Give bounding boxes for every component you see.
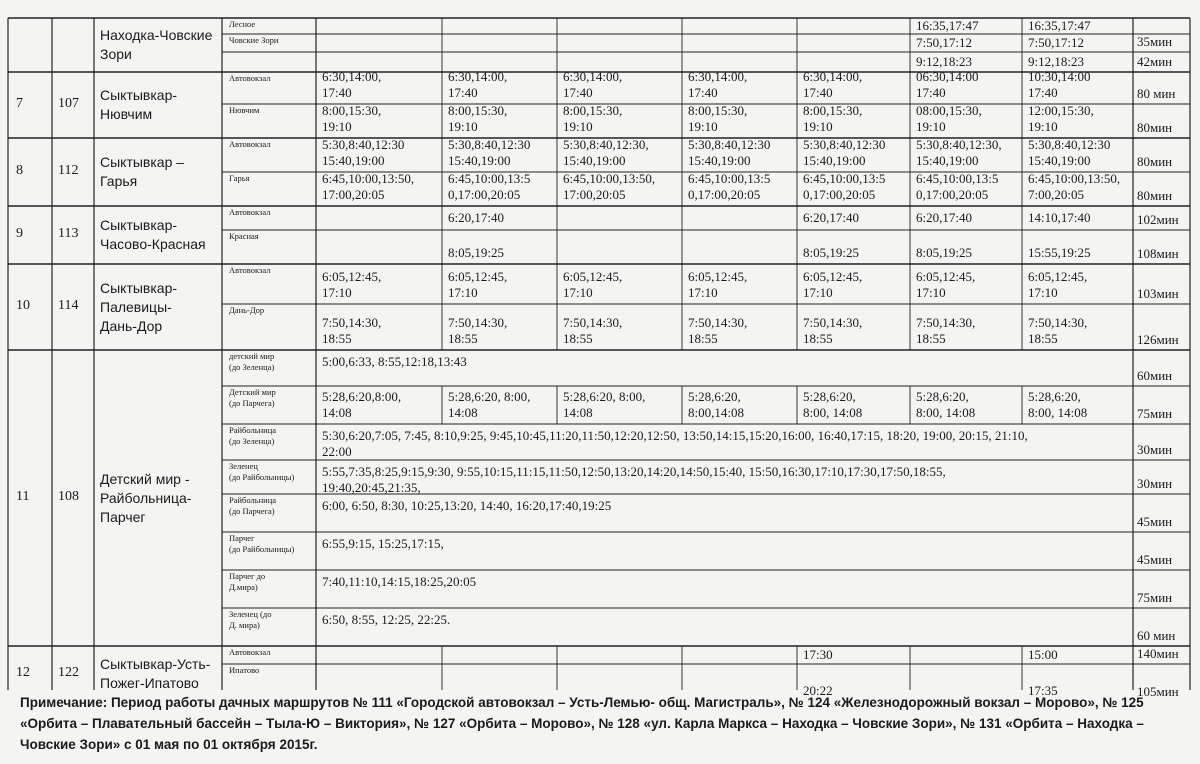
schedule-cell: 6:05,12:45, 17:10 bbox=[563, 269, 623, 300]
schedule-cell: 6:45,10:00,13:50, 17:00,20:05 bbox=[322, 171, 415, 202]
route-index: 7 bbox=[16, 96, 23, 111]
stop-label: Райбольница (до Парчега) bbox=[229, 495, 277, 516]
schedule-cell: 5:30,8:40,12:30, 15:40,19:00 bbox=[563, 137, 649, 168]
schedule-cell: 6:05,12:45, 17:10 bbox=[322, 269, 382, 300]
stop-label: Човские Зори bbox=[229, 35, 279, 45]
schedule-cell: 7:50,14:30, 18:55 bbox=[448, 315, 508, 346]
route-index: 10 bbox=[16, 298, 30, 313]
route-number: 113 bbox=[58, 226, 79, 241]
duration-cell: 126мин bbox=[1137, 332, 1179, 347]
schedule-cell: 6:30,14:00, 17:40 bbox=[322, 69, 382, 100]
duration-cell: 42мин bbox=[1137, 54, 1173, 69]
route-name: Детский мир - Райбольница- Парчег bbox=[100, 470, 192, 525]
schedule-cell: 5:30,8:40,12:30 15:40,19:00 bbox=[803, 137, 886, 168]
schedule-cell: 8:05,19:25 bbox=[803, 245, 859, 260]
schedule-cell: 6:20,17:40 bbox=[803, 210, 859, 225]
schedule-cell: 16:35,17:47 bbox=[916, 18, 979, 33]
schedule-cell: 5:30,8:40,12:30, 15:40,19:00 bbox=[916, 137, 1002, 168]
route-name: Сыктывкар- Часово-Красная bbox=[100, 217, 206, 252]
schedule-cell: 7:50,17:12 bbox=[1028, 35, 1084, 50]
stop-label: Парчег до Д.мира) bbox=[229, 571, 266, 592]
schedule-times-all-days: 6:50, 8:55, 12:25, 22:25. bbox=[322, 612, 451, 627]
footnote: Примечание: Период работы дачных маршрутов № 111 «Городской автовокзал – Усть-Лемью- общ. Магистраль», № 124 «Железнодорожный вокзал – Морово», № 125 «Орбита – Плавательный бассейн – Тыла-Ю – Виктория», № 127 «Орбита – Морово», № 128 «ул. Карла Маркса – Находка – Човские Зори», № 131 «Орбита – Находка – Човские Зори» с 01 мая по 01 октября 2015г. bbox=[20, 695, 1144, 752]
schedule-cell: 6:45,10:00,13:5 0,17:00,20:05 bbox=[448, 171, 531, 202]
schedule-cell: 5:28,6:20, 8:00,14:08 bbox=[688, 389, 744, 420]
schedule-cell: 7:50,14:30, 18:55 bbox=[1028, 315, 1088, 346]
schedule-cell: 6:05,12:45, 17:10 bbox=[688, 269, 748, 300]
route-number: 108 bbox=[58, 489, 79, 504]
schedule-cell: 8:00,15:30, 19:10 bbox=[563, 103, 623, 134]
schedule-cell: 7:50,14:30, 18:55 bbox=[688, 315, 748, 346]
duration-cell: 80мин bbox=[1137, 188, 1173, 203]
schedule-cell: 5:28,6:20, 8:00, 14:08 bbox=[803, 389, 863, 420]
schedule-cell: 7:50,14:30, 18:55 bbox=[322, 315, 382, 346]
schedule-cell: 06:30,14:00 17:40 bbox=[916, 69, 979, 100]
schedule-cell: 8:05,19:25 bbox=[448, 245, 504, 260]
stop-label: Дань-Дор bbox=[229, 305, 265, 315]
route-name: Сыктывкар- Нювчим bbox=[100, 87, 178, 122]
schedule-cell: 6:30,14:00, 17:40 bbox=[803, 69, 863, 100]
schedule-cell: 9:12,18:23 bbox=[1028, 54, 1084, 69]
schedule-cell: 7:50,14:30, 18:55 bbox=[803, 315, 863, 346]
stop-label: Зеленец (до Райбольницы) bbox=[229, 461, 295, 482]
stop-label: детский мир (до Зеленца) bbox=[229, 351, 275, 372]
schedule-cell: 14:10,17:40 bbox=[1028, 210, 1091, 225]
schedule-cell: 6:30,14:00, 17:40 bbox=[688, 69, 748, 100]
schedule-cell: 7:50,14:30, 18:55 bbox=[916, 315, 976, 346]
duration-cell: 75мин bbox=[1137, 406, 1173, 421]
schedule-cell: 15:00 bbox=[1028, 647, 1058, 662]
route-index: 12 bbox=[16, 665, 30, 680]
schedule-cell: 5:28,6:20, 8:00, 14:08 bbox=[916, 389, 976, 420]
duration-cell: 105мин bbox=[1137, 684, 1179, 699]
route-number: 114 bbox=[58, 298, 79, 313]
schedule-cell: 8:00,15:30, 19:10 bbox=[803, 103, 863, 134]
duration-cell: 45мин bbox=[1137, 552, 1173, 567]
schedule-cell: 8:00,15:30, 19:10 bbox=[688, 103, 748, 134]
schedule-cell: 6:45,10:00,13:5 0,17:00,20:05 bbox=[916, 171, 999, 202]
schedule-cell: 5:30,8:40,12:30 15:40,19:00 bbox=[448, 137, 531, 168]
route-number: 122 bbox=[58, 665, 79, 680]
stop-label: Лесное bbox=[229, 19, 256, 29]
schedule-cell: 20:22 bbox=[803, 683, 833, 698]
schedule-times-all-days: 5:55,7:35,8:25,9:15,9:30, 9:55,10:15,11:15,11:50,12:50,13:20,14:20,14:50,15:40, 15:50,16:30,17:10,17:30,17:50,18:55, 19:40,20:45,21:35, bbox=[322, 464, 946, 495]
stop-label: Автовокзал bbox=[229, 207, 271, 217]
schedule-cell: 7:50,14:30, 18:55 bbox=[563, 315, 623, 346]
schedule-cell: 17:30 bbox=[803, 647, 833, 662]
stop-label: Гарья bbox=[229, 173, 250, 183]
stop-label: Нювчим bbox=[229, 105, 260, 115]
schedule-cell: 5:30,8:40,12:30 15:40,19:00 bbox=[322, 137, 405, 168]
route-name: Сыктывкар – Гарья bbox=[100, 154, 185, 189]
schedule-cell: 15:55,19:25 bbox=[1028, 245, 1091, 260]
schedule-cell: 6:45,10:00,13:50, 7:00,20:05 bbox=[1028, 171, 1121, 202]
duration-cell: 75мин bbox=[1137, 590, 1173, 605]
schedule-cell: 8:05,19:25 bbox=[916, 245, 972, 260]
duration-cell: 108мин bbox=[1137, 246, 1179, 261]
route-name: Сыктывкар-Усть- Пожег-Ипатово bbox=[100, 656, 211, 691]
stop-label: Автовокзал bbox=[229, 73, 271, 83]
stop-label: Автовокзал bbox=[229, 647, 271, 657]
stop-label: Зеленец (до Д. мира) bbox=[229, 609, 272, 630]
stop-label: Парчег (до Райбольницы) bbox=[229, 533, 295, 554]
route-name: Сыктывкар- Палевицы- Дань-Дор bbox=[100, 279, 178, 334]
duration-cell: 60мин bbox=[1137, 368, 1173, 383]
duration-cell: 103мин bbox=[1137, 286, 1179, 301]
schedule-cell: 08:00,15:30, 19:10 bbox=[916, 103, 982, 134]
schedule-cell: 6:30,14:00, 17:40 bbox=[563, 69, 623, 100]
schedule-times-all-days: 6:55,9:15, 15:25,17:15, bbox=[322, 536, 444, 551]
schedule-cell: 7:50,17:12 bbox=[916, 35, 972, 50]
schedule-cell: 6:05,12:45, 17:10 bbox=[803, 269, 863, 300]
route-index: 8 bbox=[16, 163, 23, 178]
route-index: 9 bbox=[16, 226, 23, 241]
duration-cell: 30мин bbox=[1137, 476, 1173, 491]
schedule-cell: 6:30,14:00, 17:40 bbox=[448, 69, 508, 100]
schedule-cell: 5:28,6:20, 8:00, 14:08 bbox=[563, 389, 646, 420]
stop-label: Ипатово bbox=[229, 665, 260, 675]
duration-cell: 80мин bbox=[1137, 154, 1173, 169]
schedule-cell: 5:28,6:20, 8:00, 14:08 bbox=[1028, 389, 1088, 420]
schedule-cell: 5:28,6:20, 8:00, 14:08 bbox=[448, 389, 531, 420]
stop-label: Красная bbox=[229, 231, 259, 241]
schedule-cell: 8:00,15:30, 19:10 bbox=[448, 103, 508, 134]
schedule-cell: 12:00,15:30, 19:10 bbox=[1028, 103, 1094, 134]
duration-cell: 60 мин bbox=[1137, 628, 1176, 643]
schedule-times-all-days: 5:30,6:20,7:05, 7:45, 8:10,9:25, 9:45,10:45,11:20,11:50,12:20,12:50, 13:50,14:15,15:20,16:00, 16:40,17:15, 18:20, 19:00, 20:15, 21:10, 22:00 bbox=[322, 428, 1028, 459]
schedule-cell: 5:28,6:20,8:00, 14:08 bbox=[322, 389, 402, 420]
schedule-cell: 10:30,14:00 17:40 bbox=[1028, 69, 1091, 100]
schedule-cell: 6:20,17:40 bbox=[448, 210, 504, 225]
schedule-times-all-days: 6:00, 6:50, 8:30, 10:25,13:20, 14:40, 16:20,17:40,19:25 bbox=[322, 498, 612, 513]
schedule-cell: 6:45,10:00,13:50, 17:00,20:05 bbox=[563, 171, 656, 202]
schedule-cell: 6:45,10:00,13:5 0,17:00,20:05 bbox=[803, 171, 886, 202]
duration-cell: 30мин bbox=[1137, 442, 1173, 457]
route-number: 112 bbox=[58, 163, 79, 178]
duration-cell: 140мин bbox=[1137, 646, 1179, 661]
schedule-cell: 5:30,8:40,12:30 15:40,19:00 bbox=[1028, 137, 1111, 168]
schedule-cell: 16:35,17:47 bbox=[1028, 18, 1091, 33]
route-index: 11 bbox=[16, 489, 30, 504]
schedule-cell: 5:30,8:40,12:30 15:40,19:00 bbox=[688, 137, 771, 168]
schedule-cell: 8:00,15:30, 19:10 bbox=[322, 103, 382, 134]
route-name: Находка-Човские Зори bbox=[100, 27, 213, 62]
stop-label: Автовокзал bbox=[229, 139, 271, 149]
duration-cell: 35мин bbox=[1137, 34, 1173, 49]
schedule-cell: 17:35 bbox=[1028, 683, 1058, 698]
schedule-times-all-days: 5:00,6:33, 8:55,12:18,13:43 bbox=[322, 354, 467, 369]
schedule-cell: 6:05,12:45, 17:10 bbox=[1028, 269, 1088, 300]
duration-cell: 102мин bbox=[1137, 212, 1179, 227]
route-number: 107 bbox=[58, 96, 79, 111]
schedule-cell: 6:05,12:45, 17:10 bbox=[916, 269, 976, 300]
schedule-cell: 6:20,17:40 bbox=[916, 210, 972, 225]
stop-label: Райбольница (до Зеленца) bbox=[229, 425, 277, 446]
stop-label: Детский мир (до Парчега) bbox=[229, 387, 276, 408]
stop-label: Автовокзал bbox=[229, 265, 271, 275]
schedule-cell: 9:12,18:23 bbox=[916, 54, 972, 69]
duration-cell: 80 мин bbox=[1137, 86, 1176, 101]
schedule-cell: 6:45,10:00,13:5 0,17:00,20:05 bbox=[688, 171, 771, 202]
duration-cell: 45мин bbox=[1137, 514, 1173, 529]
duration-cell: 80мин bbox=[1137, 120, 1173, 135]
schedule-cell: 6:05,12:45, 17:10 bbox=[448, 269, 508, 300]
schedule-times-all-days: 7:40,11:10,14:15,18:25,20:05 bbox=[322, 574, 477, 589]
